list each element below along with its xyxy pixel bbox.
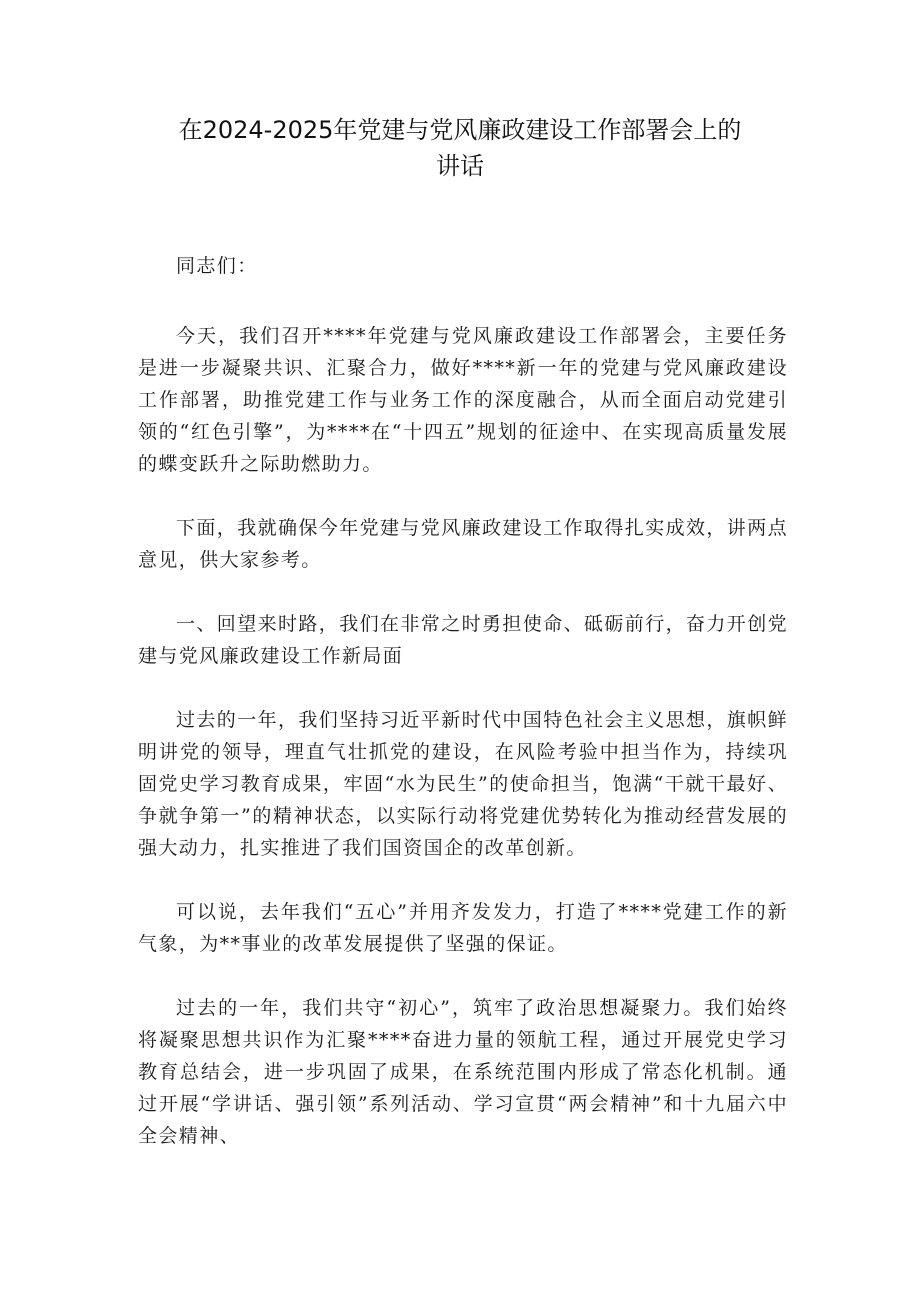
salutation: 同志们： (176, 255, 258, 277)
paragraph: 下面，我就确保今年党建与党风廉政建设工作取得扎实成效，讲两点意见，供大家参考。 (138, 517, 789, 571)
paragraph: 过去的一年，我们共守“初心”，筑牢了政治思想凝聚力。我们始终将凝聚思想共识作为汇聚****奋进力量的领航工程，通过开展党史学习教育总结会，进一步巩固了成果，在系统范围内形成了常态化机制。通过开展“学讲话、强引领”系列活动、学习宣贯“两会精神”和十九届六中全会精神、 (138, 997, 788, 1147)
paragraph: 过去的一年，我们坚持习近平新时代中国特色社会主义思想，旗帜鲜明讲党的领导，理直气壮抓党的建设，在风险考验中担当作为，持续巩固党史学习教育成果，牢固“水为民生”的使命担当，饱满“干就干最好、争就争第一”的精神状态，以实际行动将党建优势转化为推动经营发展的强大动力，扎实推进了我们国资国企的改革创新。 (138, 709, 789, 859)
title-line-2: 讲话 (436, 152, 484, 180)
paragraph: 今天，我们召开****年党建与党风廉政建设工作部署会，主要任务是进一步凝聚共识、汇聚合力，做好****新一年的党建与党风廉政建设工作部署，助推党建工作与业务工作的深度融合，从而全面启动党建引领的“红色引擎”，为****在“十四五”规划的征途中、在实现高质量发展的蝶变跃升之际助燃助力。 (138, 325, 788, 475)
page-title (138, 112, 782, 184)
title-line-1: 在2024-2025年党建与党风廉政建设工作部署会上的 (178, 116, 742, 144)
document-body (138, 250, 788, 1184)
paragraph: 可以说，去年我们“五心”并用齐发发力，打造了****党建工作的新气象，为**事业的改革发展提供了坚强的保证。 (138, 901, 788, 955)
section-heading: 一、回望来时路，我们在非常之时勇担使命、砥砺前行，奋力开创党建与党风廉政建设工作新局面 (138, 613, 789, 667)
